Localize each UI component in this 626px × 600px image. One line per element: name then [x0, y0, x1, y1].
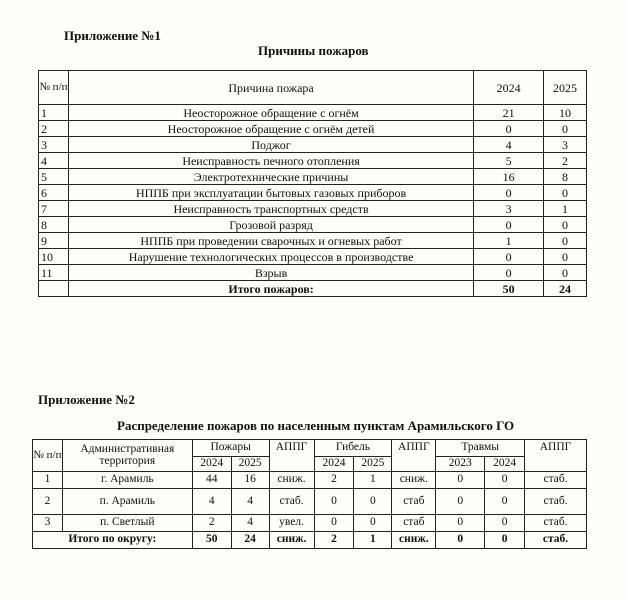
- header-deaths: Гибель: [314, 440, 392, 457]
- header-territory: Административная территория: [62, 440, 192, 472]
- row-num: 1: [39, 105, 69, 121]
- row-reason: НППБ при проведении сварочных и огневых работ: [68, 233, 473, 249]
- total-2025: 24: [544, 281, 587, 297]
- row-2025: 8: [544, 169, 587, 185]
- header-fires-2025: 2025: [231, 457, 269, 472]
- row-reason: Неосторожное обращение с огнём: [68, 105, 473, 121]
- header-injuries-2024: 2024: [485, 457, 525, 472]
- table-row: [33, 515, 587, 532]
- row-reason: Неисправность транспортных средств: [68, 201, 473, 217]
- row-i24: 0: [485, 489, 525, 515]
- table-row: [39, 217, 587, 233]
- row-reason: Электротехнические причины: [68, 169, 473, 185]
- appendix-1-title: Причины пожаров: [258, 43, 369, 58]
- row-num: 1: [33, 472, 63, 489]
- header-deaths-2025: 2025: [354, 457, 392, 472]
- row-i23: 0: [436, 489, 485, 515]
- row-da: стаб: [392, 515, 436, 532]
- header-deaths-2024: 2024: [314, 457, 354, 472]
- table-row: [39, 105, 587, 121]
- row-num: 9: [39, 233, 69, 249]
- header-injuries: Травмы: [436, 440, 525, 457]
- total-fires-appg: сниж.: [269, 532, 314, 549]
- row-reason: Нарушение технологических процессов в производстве: [68, 249, 473, 265]
- table-row: [39, 201, 587, 217]
- district-total-row: [33, 532, 587, 549]
- row-num: 2: [39, 121, 69, 137]
- header-fires: Пожары: [192, 440, 269, 457]
- row-num: 10: [39, 249, 69, 265]
- row-fa: стаб.: [269, 489, 314, 515]
- row-num: 7: [39, 201, 69, 217]
- row-2025: 3: [544, 137, 587, 153]
- table-row: [39, 121, 587, 137]
- row-territory: г. Арамиль: [62, 472, 192, 489]
- total-2024: 50: [474, 281, 544, 297]
- row-2024: 4: [474, 137, 544, 153]
- row-reason: Поджог: [68, 137, 473, 153]
- row-2025: 0: [544, 121, 587, 137]
- row-reason: Неосторожное обращение с огнём детей: [68, 121, 473, 137]
- row-num: 4: [39, 153, 69, 169]
- row-2025: 0: [544, 265, 587, 281]
- settlements-table: [32, 439, 587, 549]
- row-f24: 44: [192, 472, 231, 489]
- row-fa: увел.: [269, 515, 314, 532]
- row-2024: 0: [474, 265, 544, 281]
- header-reason: Причина пожара: [68, 71, 473, 105]
- row-num: 2: [33, 489, 63, 515]
- row-i23: 0: [436, 515, 485, 532]
- row-i23: 0: [436, 472, 485, 489]
- total-deaths-appg: сниж.: [392, 532, 436, 549]
- row-num: 3: [39, 137, 69, 153]
- row-territory: п. Светлый: [62, 515, 192, 532]
- row-i24: 0: [485, 472, 525, 489]
- row-d25: 0: [354, 515, 392, 532]
- row-f25: 4: [231, 489, 269, 515]
- row-2024: 0: [474, 121, 544, 137]
- row-num: 5: [39, 169, 69, 185]
- table-header-row: [39, 71, 587, 105]
- row-2024: 5: [474, 153, 544, 169]
- total-row: [39, 281, 587, 297]
- row-num: 11: [39, 265, 69, 281]
- row-num: 3: [33, 515, 63, 532]
- row-f24: 4: [192, 489, 231, 515]
- row-d24: 0: [314, 515, 354, 532]
- row-2024: 21: [474, 105, 544, 121]
- total-injuries-2024: 0: [485, 532, 525, 549]
- row-d24: 2: [314, 472, 354, 489]
- header-injuries-2023: 2023: [436, 457, 485, 472]
- total-injuries-2023: 0: [436, 532, 485, 549]
- row-d25: 0: [354, 489, 392, 515]
- appendix-2-title: Распределение пожаров по населенным пунктам Арамильского ГО: [117, 418, 515, 433]
- total-label: Итого пожаров:: [68, 281, 473, 297]
- table-row: [39, 265, 587, 281]
- row-da: сниж.: [392, 472, 436, 489]
- row-num: 6: [39, 185, 69, 201]
- table-row: [39, 249, 587, 265]
- appendix-2-label: Приложение №2: [38, 392, 135, 407]
- header-2025: 2025: [544, 71, 587, 105]
- table-row: [33, 472, 587, 489]
- row-2025: 1: [544, 201, 587, 217]
- row-f25: 4: [231, 515, 269, 532]
- header-fires-appg: АППГ: [269, 440, 314, 472]
- row-f25: 16: [231, 472, 269, 489]
- district-total-label: Итого по округу:: [33, 532, 193, 549]
- row-2024: 1: [474, 233, 544, 249]
- row-2024: 0: [474, 217, 544, 233]
- header-fires-2024: 2024: [192, 457, 231, 472]
- table-row: [39, 137, 587, 153]
- row-2025: 0: [544, 233, 587, 249]
- header-injuries-appg: АППГ: [525, 440, 587, 472]
- row-reason: Взрыв: [68, 265, 473, 281]
- total-fires-2024: 50: [192, 532, 231, 549]
- row-fa: сниж.: [269, 472, 314, 489]
- table-row: [39, 233, 587, 249]
- total-injuries-appg: стаб.: [525, 532, 587, 549]
- row-ia: стаб.: [525, 489, 587, 515]
- row-ia: стаб.: [525, 515, 587, 532]
- table-row: [39, 153, 587, 169]
- row-2024: 16: [474, 169, 544, 185]
- total-deaths-2024: 2: [314, 532, 354, 549]
- row-reason: Неисправность печного отопления: [68, 153, 473, 169]
- row-2025: 2: [544, 153, 587, 169]
- header-num: № п/п: [33, 440, 63, 472]
- row-reason: НППБ при эксплуатации бытовых газовых приборов: [68, 185, 473, 201]
- row-territory: п. Арамиль: [62, 489, 192, 515]
- row-2025: 10: [544, 105, 587, 121]
- row-2025: 0: [544, 185, 587, 201]
- table-row: [39, 169, 587, 185]
- row-d25: 1: [354, 472, 392, 489]
- header-row-1: [33, 440, 587, 457]
- row-ia: стаб.: [525, 472, 587, 489]
- header-deaths-appg: АППГ: [392, 440, 436, 472]
- row-num: 8: [39, 217, 69, 233]
- row-2025: 0: [544, 217, 587, 233]
- row-2025: 0: [544, 249, 587, 265]
- fire-causes-table: [38, 70, 587, 297]
- header-2024: 2024: [474, 71, 544, 105]
- total-fires-2025: 24: [231, 532, 269, 549]
- table-row: [39, 185, 587, 201]
- total-deaths-2025: 1: [354, 532, 392, 549]
- row-reason: Грозовой разряд: [68, 217, 473, 233]
- row-d24: 0: [314, 489, 354, 515]
- row-f24: 2: [192, 515, 231, 532]
- row-i24: 0: [485, 515, 525, 532]
- row-2024: 0: [474, 185, 544, 201]
- header-num: № п/п: [39, 71, 69, 105]
- row-da: стаб: [392, 489, 436, 515]
- row-2024: 3: [474, 201, 544, 217]
- table-row: [33, 489, 587, 515]
- appendix-1-label: Приложение №1: [64, 28, 161, 43]
- row-2024: 0: [474, 249, 544, 265]
